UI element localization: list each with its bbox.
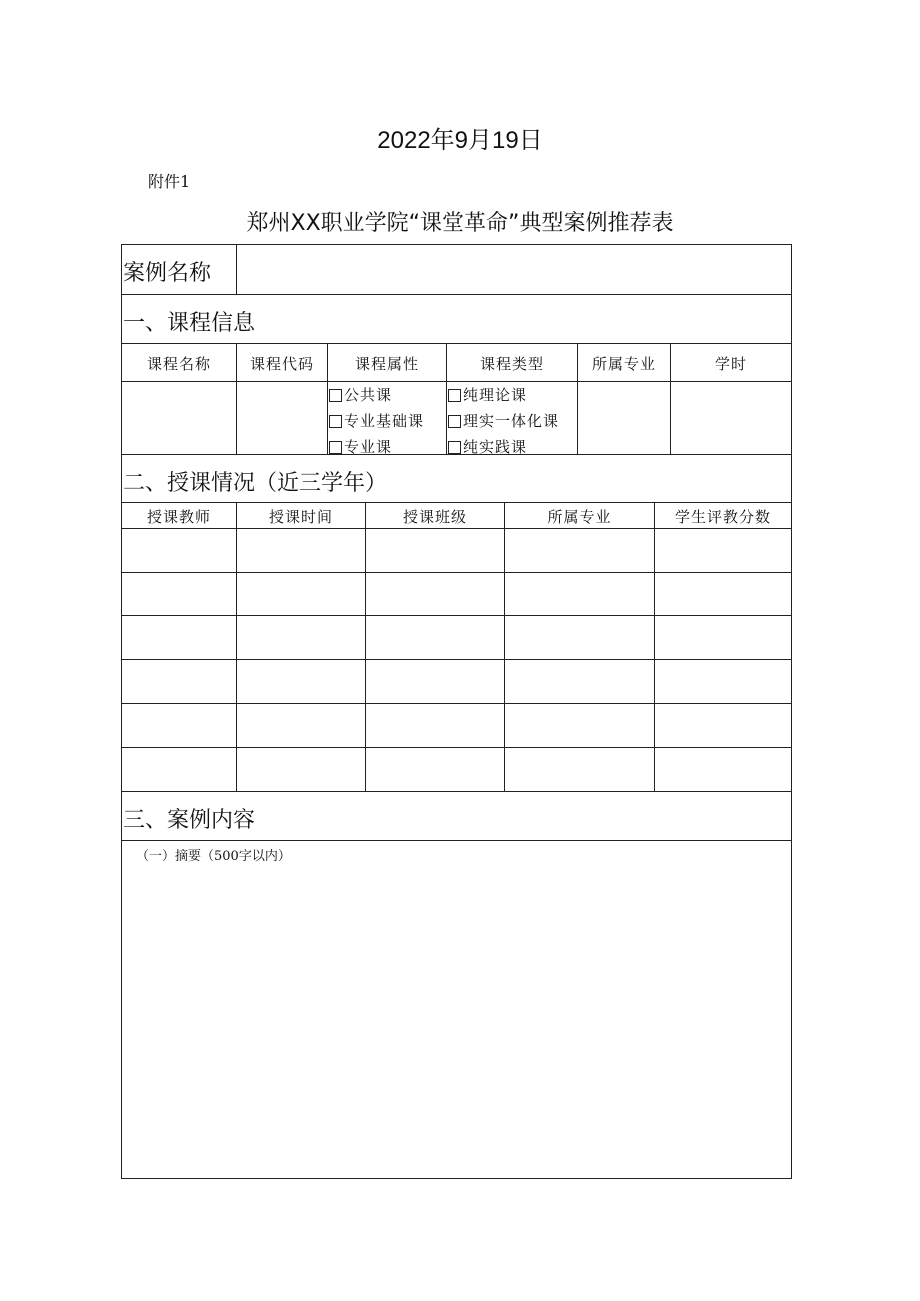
table-row[interactable] [123,661,790,702]
abstract-label: （一）摘要（500字以内） [136,849,291,864]
form-title: 郑州XX职业学院“课堂革命”典型案例推荐表 [246,211,674,236]
option-professional-basic-course[interactable]: 专业基础课 [329,410,424,431]
checkbox-icon [448,441,461,454]
header-course-attribute: 课程属性 [354,355,419,373]
section-case-content-heading: 三、案例内容 [123,808,256,833]
checkbox-icon [448,389,461,402]
header-course-type: 课程类型 [479,355,544,373]
case-name-field[interactable] [238,246,790,293]
option-pure-theory-course[interactable]: 纯理论课 [448,384,527,405]
option-professional-course[interactable]: 专业课 [329,436,392,457]
attachment-label: 附件1 [148,172,191,191]
abstract-text-area[interactable] [123,866,790,1177]
case-name-label: 案例名称 [123,261,212,286]
checkbox-icon [329,441,342,454]
major-cell[interactable] [579,383,669,453]
header-course-name: 课程名称 [146,355,211,373]
header-course-code: 课程代码 [249,355,314,373]
class-hours-cell[interactable] [672,383,790,453]
header-student-evaluation-score: 学生评教分数 [674,508,771,526]
header-class-hours: 学时 [714,355,747,373]
course-name-cell[interactable] [123,383,235,453]
table-row[interactable] [123,705,790,746]
header-teaching-major: 所属专业 [547,508,612,526]
section-course-info-heading: 一、课程信息 [123,311,256,336]
checkbox-icon [329,415,342,428]
checkbox-icon [329,389,342,402]
table-row[interactable] [123,617,790,658]
section-teaching-heading: 二、授课情况（近三学年） [123,471,388,496]
table-row[interactable] [123,530,790,571]
header-teacher: 授课教师 [146,508,211,526]
option-pure-practice-course[interactable]: 纯实践课 [448,436,527,457]
table-row[interactable] [123,749,790,790]
header-major: 所属专业 [591,355,656,373]
course-code-cell[interactable] [238,383,326,453]
checkbox-icon [448,415,461,428]
option-theory-practice-integrated-course[interactable]: 理实一体化课 [448,410,559,431]
header-teaching-time: 授课时间 [268,508,333,526]
table-row[interactable] [123,574,790,614]
document-date: 2022年9月19日 [377,127,543,154]
option-public-course[interactable]: 公共课 [329,384,392,405]
header-teaching-class: 授课班级 [402,508,467,526]
